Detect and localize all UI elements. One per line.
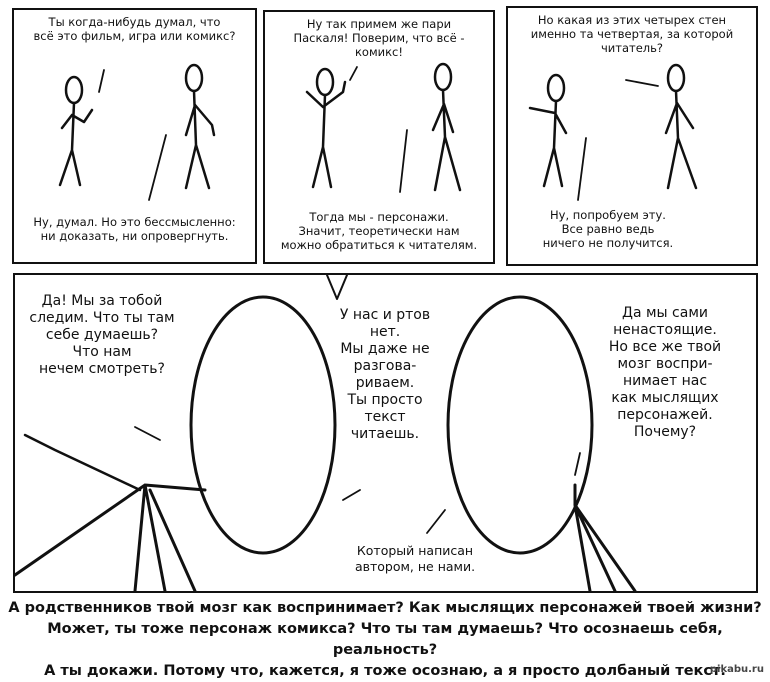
speech-pascal-wager: Ну так примем же пари Паскаля! Поверим, что всё - комикс! bbox=[293, 17, 465, 59]
speech-answer-pointless: Ну, думал. Но это бессмысленно: ни доказать, ни опровергнуть. bbox=[33, 215, 236, 243]
comic-panel-4 bbox=[13, 273, 758, 593]
comic-panel-1 bbox=[12, 8, 257, 264]
bottom-caption: А родственников твой мозг как воспринимает? Как мыслящих персонажей твоей жизни? Может, ты тоже персонаж комикса? Что ты там думаешь? Что осознаешь себя, реальность? А ты докажи. Потому что, кажется, я тоже осознаю, а я просто долбаный текст. bbox=[8, 600, 762, 679]
comic-panel-2 bbox=[263, 10, 495, 264]
comic-panel-3 bbox=[506, 6, 758, 266]
watermark: pikabu.ru bbox=[709, 664, 764, 675]
speech-we-are-characters: Тогда мы - персонажи. Значит, теоретически нам можно обратиться к читателям. bbox=[280, 210, 478, 252]
speech-try-this-one: Ну, попробуем эту. Все равно ведь ничего не получится. bbox=[542, 208, 674, 250]
speech-question-fiction: Ты когда-нибудь думал, что всё это фильм, игра или комикс? bbox=[33, 15, 236, 43]
speech-not-real: Да мы сами ненастоящие. Но все же твой мозг воспри- нимает нас как мыслящих персонажей. Почему? bbox=[608, 305, 722, 440]
speech-fourth-wall: Но какая из этих четырех стен именно та четвертая, за которой читатель? bbox=[530, 13, 734, 55]
speech-we-watch-you: Да! Мы за тобой следим. Что ты там себе думаешь? Что нам нечем смотреть? bbox=[29, 293, 175, 377]
speech-no-mouths: У нас и ртов нет. Мы даже не разгова- риваем. Ты просто текст читаешь. bbox=[339, 307, 431, 442]
speech-written-by-author: Который написан автором, не нами. bbox=[354, 543, 476, 574]
